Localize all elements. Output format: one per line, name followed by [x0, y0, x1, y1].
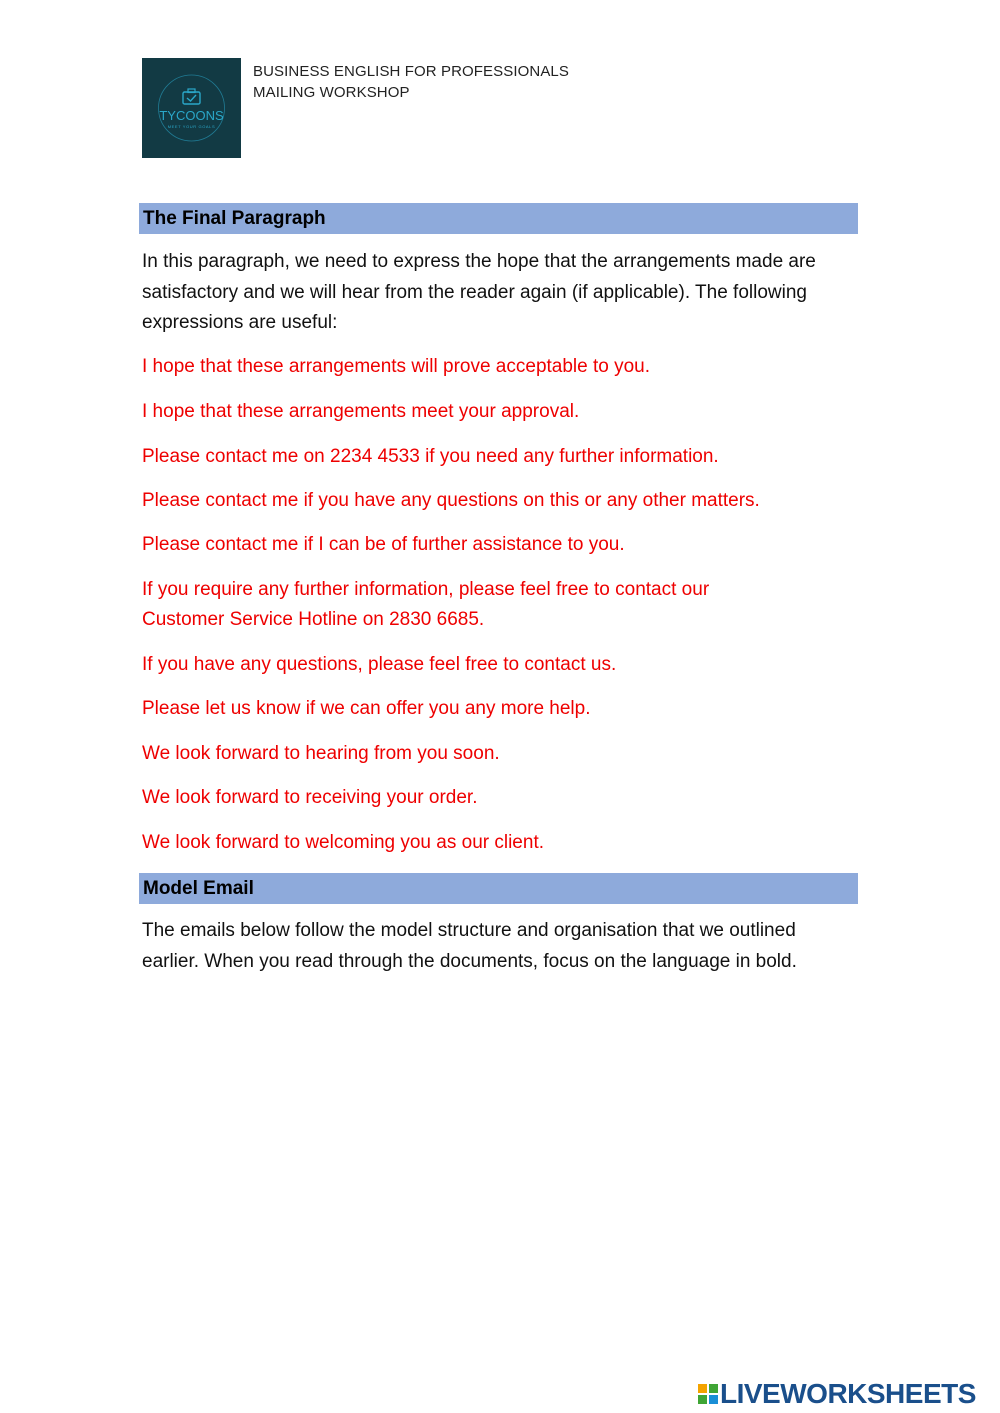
expression-item: If you require any further information, please feel free to contact our: [142, 579, 710, 600]
model-email-intro: The emails below follow the model structure and organisation that we outlined earlier. When you read through the documents, focus on the language in bold.: [142, 920, 797, 972]
expression-item: Please contact me if you have any questions on this or any other matters.: [142, 490, 760, 511]
expression-item: We look forward to welcoming you as our client.: [142, 832, 544, 853]
expression-item-continued: Customer Service Hotline on 2830 6685.: [142, 609, 485, 630]
expression-item: I hope that these arrangements meet your approval.: [142, 401, 580, 422]
liveworksheets-logo-icon: [698, 1384, 718, 1404]
briefcase-check-icon: [142, 58, 241, 158]
expression-item: Please contact me on 2234 4533 if you need any further information.: [142, 446, 719, 467]
expression-item: If you have any questions, please feel free to contact us.: [142, 654, 617, 675]
expression-item: Please let us know if we can offer you any more help.: [142, 698, 591, 719]
expression-item: We look forward to receiving your order.: [142, 787, 478, 808]
section-heading-model-email: Model Email: [139, 873, 858, 904]
expression-item: Please contact me if I can be of further assistance to you.: [142, 534, 625, 555]
expression-item: I hope that these arrangements will prove acceptable to you.: [142, 356, 651, 377]
course-title: BUSINESS ENGLISH FOR PROFESSIONALS: [253, 63, 569, 80]
logo-name: TYCOONS: [159, 108, 224, 123]
tycoons-logo: [142, 58, 241, 158]
section-heading-final-paragraph: The Final Paragraph: [139, 203, 858, 234]
liveworksheets-watermark: [698, 1379, 976, 1409]
watermark-text: LIVEWORKSHEETS: [720, 1378, 976, 1409]
expression-item: We look forward to hearing from you soon.: [142, 743, 500, 764]
logo-tagline: MEET YOUR GOALS: [167, 124, 216, 129]
final-paragraph-intro: In this paragraph, we need to express the hope that the arrangements made are satisfactory and we will hear from the reader again (if applicable). The following expressions are useful:: [142, 251, 816, 333]
course-header: [253, 61, 569, 103]
workshop-title: MAILING WORKSHOP: [253, 84, 410, 101]
